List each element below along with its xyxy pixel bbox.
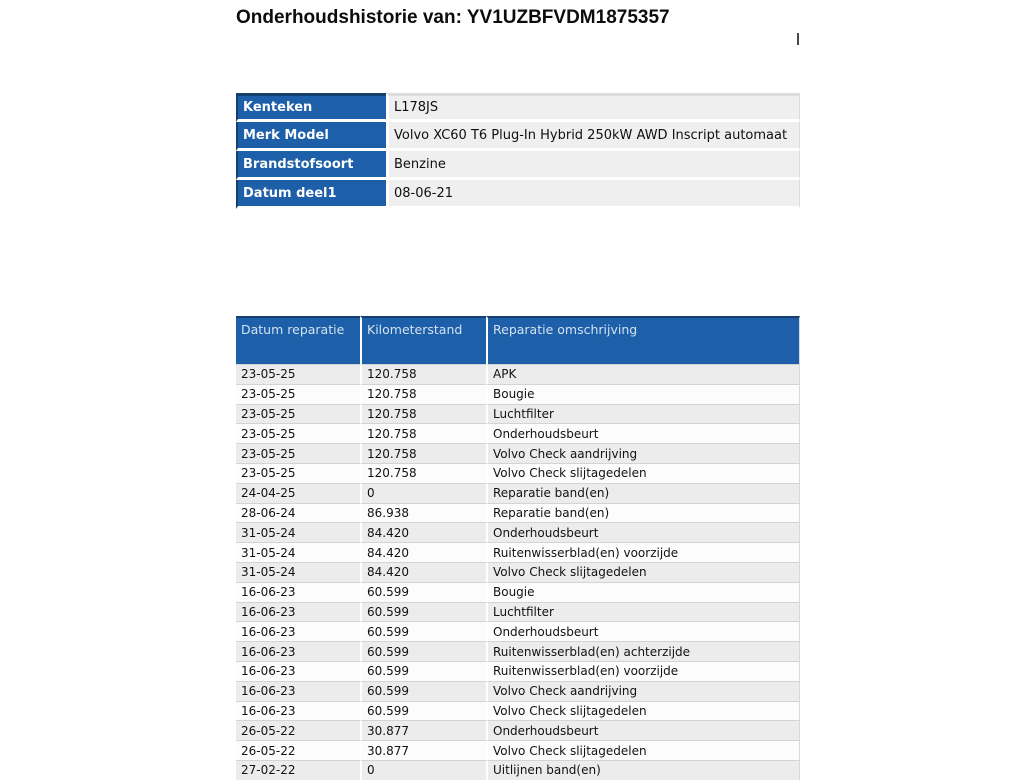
repair-description-cell: Volvo Check slijtagedelen (486, 740, 800, 760)
info-value: 08-06-21 (386, 180, 800, 209)
repair-date-cell: 16-06-23 (236, 621, 360, 641)
column-header: Reparatie omschrijving (486, 316, 800, 364)
repair-description-cell: Onderhoudsbeurt (486, 423, 800, 443)
repair-date-cell: 16-06-23 (236, 701, 360, 721)
odometer-cell: 120.758 (360, 364, 486, 384)
odometer-cell: 60.599 (360, 641, 486, 661)
table-row (236, 760, 800, 780)
repair-date-cell: 16-06-23 (236, 602, 360, 622)
repair-date-cell: 31-05-24 (236, 562, 360, 582)
odometer-cell: 60.599 (360, 701, 486, 721)
vehicle-info-body (236, 93, 800, 209)
repair-date-cell: 23-05-25 (236, 364, 360, 384)
table-row (236, 582, 800, 602)
info-value: L178JS (386, 93, 800, 122)
repair-date-cell: 23-05-25 (236, 384, 360, 404)
vehicle-info-table (236, 93, 800, 209)
repair-description-cell: Onderhoudsbeurt (486, 522, 800, 542)
service-history-table (236, 316, 800, 780)
info-label: Brandstofsoort (236, 151, 386, 180)
odometer-cell: 84.420 (360, 542, 486, 562)
repair-description-cell: Onderhoudsbeurt (486, 720, 800, 740)
repair-date-cell: 23-05-25 (236, 443, 360, 463)
table-row (236, 701, 800, 721)
service-history-body (236, 364, 800, 780)
repair-description-cell: Volvo Check slijtagedelen (486, 463, 800, 483)
table-row (236, 542, 800, 562)
repair-date-cell: 23-05-25 (236, 404, 360, 424)
repair-date-cell: 27-02-22 (236, 760, 360, 780)
table-row (236, 562, 800, 582)
repair-date-cell: 26-05-22 (236, 720, 360, 740)
repair-description-cell: Reparatie band(en) (486, 483, 800, 503)
column-header: Datum reparatie (236, 316, 360, 364)
repair-description-cell: Uitlijnen band(en) (486, 760, 800, 780)
repair-date-cell: 31-05-24 (236, 542, 360, 562)
repair-date-cell: 28-06-24 (236, 503, 360, 523)
text-cursor-mark (797, 33, 799, 45)
odometer-cell: 120.758 (360, 384, 486, 404)
info-row (236, 151, 800, 180)
repair-date-cell: 23-05-25 (236, 423, 360, 443)
table-row (236, 661, 800, 681)
odometer-cell: 120.758 (360, 443, 486, 463)
repair-description-cell: Reparatie band(en) (486, 503, 800, 523)
repair-description-cell: Bougie (486, 582, 800, 602)
table-row (236, 503, 800, 523)
table-row (236, 463, 800, 483)
odometer-cell: 30.877 (360, 740, 486, 760)
table-row (236, 720, 800, 740)
service-history-header-row (236, 316, 800, 364)
repair-description-cell: APK (486, 364, 800, 384)
odometer-cell: 120.758 (360, 423, 486, 443)
page-title: Onderhoudshistorie van: YV1UZBFVDM1875357 (236, 7, 670, 28)
table-row (236, 681, 800, 701)
info-label: Merk Model (236, 122, 386, 151)
info-label: Datum deel1 (236, 180, 386, 209)
odometer-cell: 60.599 (360, 602, 486, 622)
repair-date-cell: 31-05-24 (236, 522, 360, 542)
repair-date-cell: 26-05-22 (236, 740, 360, 760)
odometer-cell: 0 (360, 483, 486, 503)
table-row (236, 740, 800, 760)
info-row (236, 180, 800, 209)
info-row (236, 122, 800, 151)
odometer-cell: 60.599 (360, 582, 486, 602)
info-label: Kenteken (236, 93, 386, 122)
odometer-cell: 60.599 (360, 681, 486, 701)
repair-description-cell: Volvo Check aandrijving (486, 443, 800, 463)
repair-description-cell: Volvo Check slijtagedelen (486, 562, 800, 582)
odometer-cell: 0 (360, 760, 486, 780)
info-row (236, 93, 800, 122)
odometer-cell: 84.420 (360, 562, 486, 582)
repair-description-cell: Volvo Check slijtagedelen (486, 701, 800, 721)
repair-description-cell: Luchtfilter (486, 602, 800, 622)
odometer-cell: 30.877 (360, 720, 486, 740)
info-value: Volvo XC60 T6 Plug-In Hybrid 250kW AWD Inscript automaat (386, 122, 800, 151)
odometer-cell: 120.758 (360, 404, 486, 424)
table-row (236, 443, 800, 463)
repair-description-cell: Ruitenwisserblad(en) voorzijde (486, 542, 800, 562)
repair-date-cell: 23-05-25 (236, 463, 360, 483)
table-row (236, 364, 800, 384)
repair-description-cell: Luchtfilter (486, 404, 800, 424)
repair-description-cell: Volvo Check aandrijving (486, 681, 800, 701)
repair-description-cell: Ruitenwisserblad(en) voorzijde (486, 661, 800, 681)
table-row (236, 621, 800, 641)
repair-date-cell: 16-06-23 (236, 582, 360, 602)
table-row (236, 404, 800, 424)
info-value: Benzine (386, 151, 800, 180)
table-row (236, 483, 800, 503)
column-header: Kilometerstand (360, 316, 486, 364)
odometer-cell: 60.599 (360, 661, 486, 681)
table-row (236, 602, 800, 622)
repair-date-cell: 24-04-25 (236, 483, 360, 503)
repair-description-cell: Bougie (486, 384, 800, 404)
odometer-cell: 86.938 (360, 503, 486, 523)
table-row (236, 384, 800, 404)
repair-description-cell: Onderhoudsbeurt (486, 621, 800, 641)
repair-date-cell: 16-06-23 (236, 641, 360, 661)
odometer-cell: 60.599 (360, 621, 486, 641)
odometer-cell: 120.758 (360, 463, 486, 483)
table-row (236, 522, 800, 542)
odometer-cell: 84.420 (360, 522, 486, 542)
repair-date-cell: 16-06-23 (236, 661, 360, 681)
table-row (236, 423, 800, 443)
repair-description-cell: Ruitenwisserblad(en) achterzijde (486, 641, 800, 661)
table-row (236, 641, 800, 661)
repair-date-cell: 16-06-23 (236, 681, 360, 701)
